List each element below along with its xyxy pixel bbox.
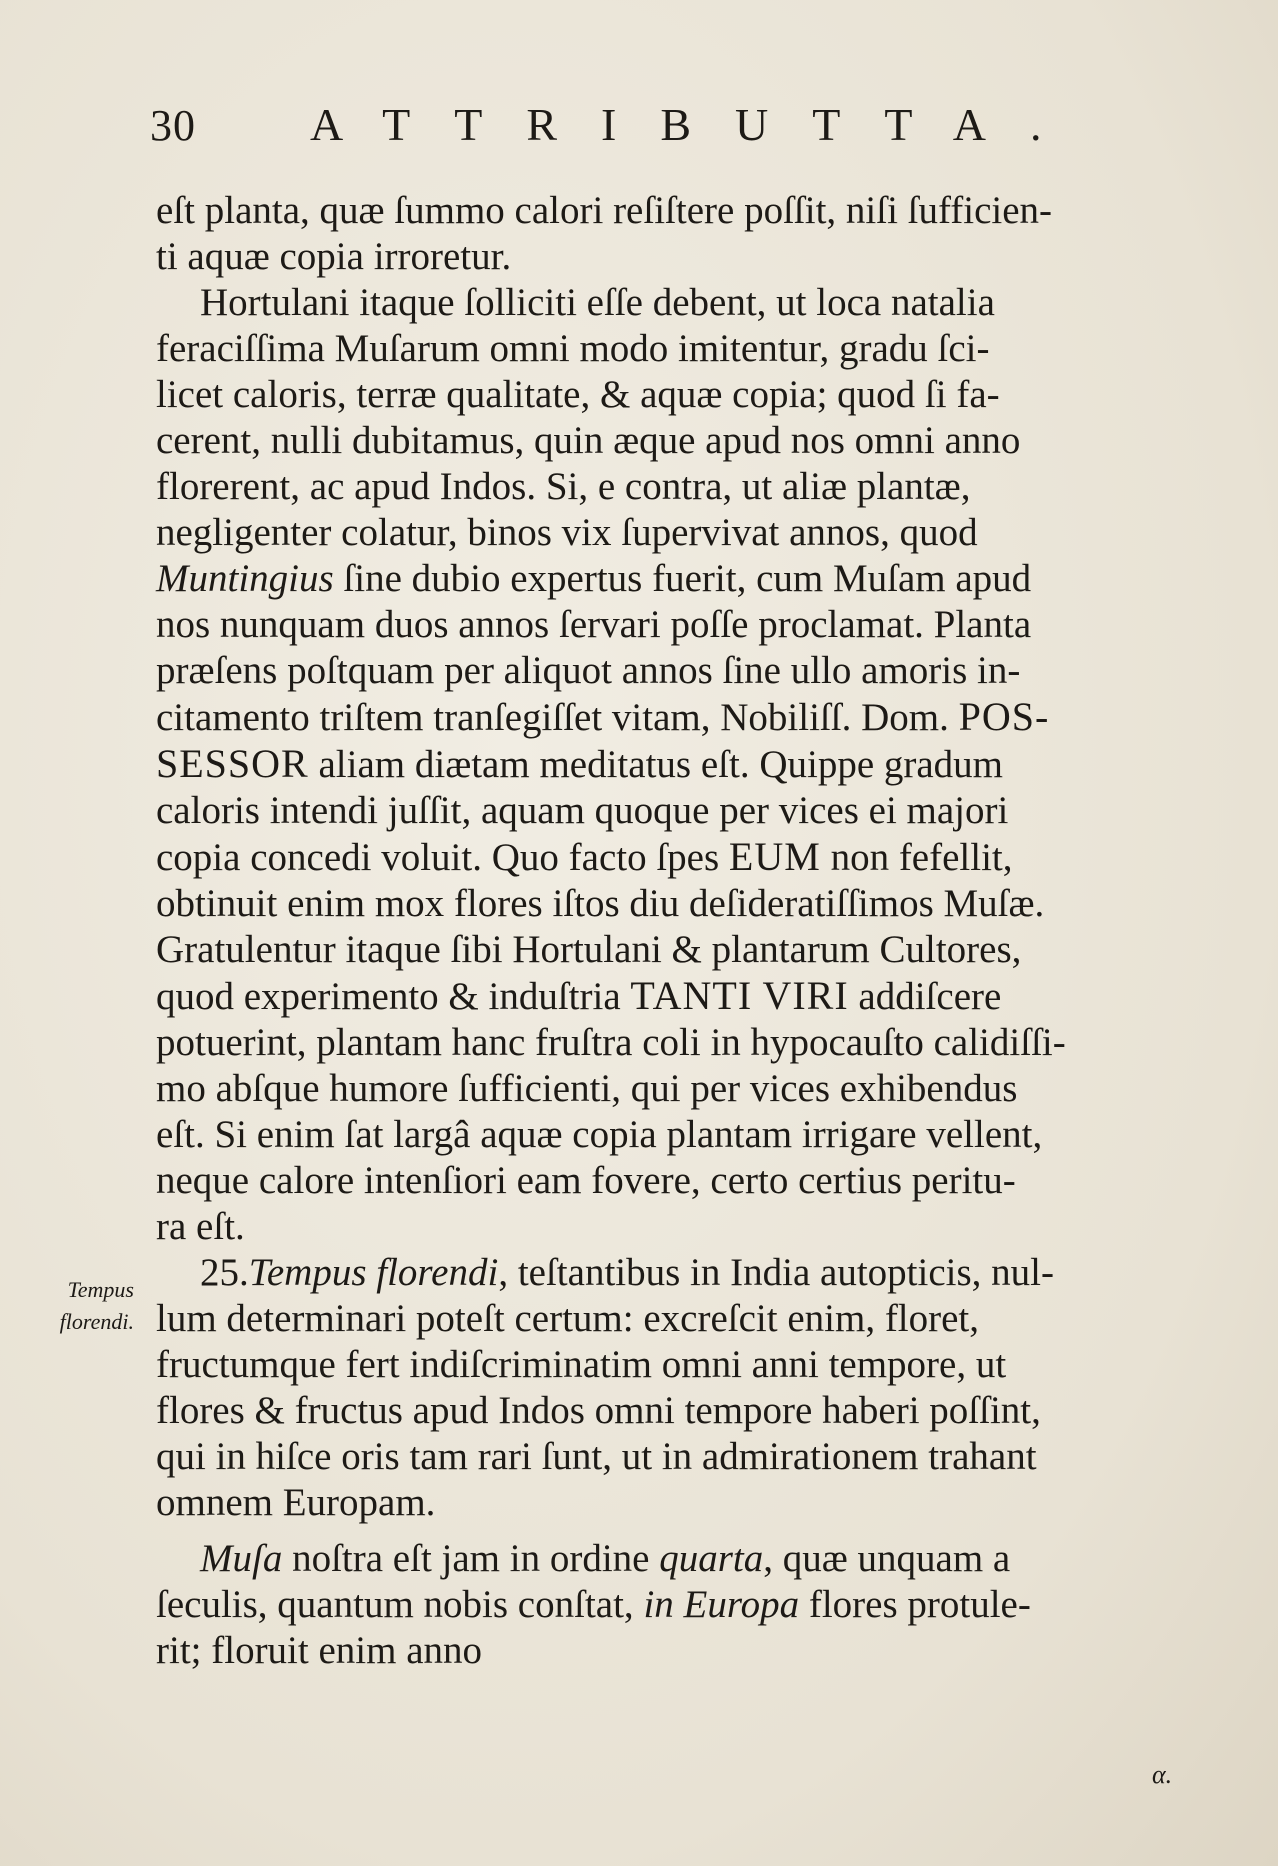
text-fragment: quod experimento & induſtria bbox=[156, 975, 631, 1018]
italic-word: in Europa bbox=[643, 1583, 800, 1626]
text-line bbox=[156, 1250, 1196, 1296]
italic-word: Muſa bbox=[200, 1537, 283, 1580]
section-number: 25. bbox=[200, 1251, 249, 1294]
text-line: neque calore intenſiori eam fovere, certo certius peritu- bbox=[156, 1159, 1016, 1202]
text-fragment: copia concedi voluit. Quo facto ſpes bbox=[156, 836, 729, 879]
text-line: qui in hiſce oris tam rari ſunt, ut in admirationem trahant bbox=[156, 1435, 1037, 1478]
text-line bbox=[156, 973, 1196, 1020]
text-line: licet caloris, terræ qualitate, & aquæ copia; quod ſi fa- bbox=[156, 373, 1000, 416]
margin-note-line: florendi. bbox=[59, 1309, 134, 1334]
text-line bbox=[156, 1582, 1196, 1628]
text-line: flores & fructus apud Indos omni tempore haberi poſſint, bbox=[156, 1389, 1041, 1432]
text-line bbox=[156, 556, 1196, 602]
text-line: nos nunquam duos annos ſervari poſſe proclamat. Planta bbox=[156, 603, 1032, 646]
text-fragment: citamento triſtem tranſegiſſet vitam, Nobiliſſ. Dom. bbox=[156, 696, 959, 739]
text-line bbox=[156, 741, 1196, 788]
text-line: Hortulani itaque ſolliciti eſſe debent, ut loca natalia bbox=[200, 281, 995, 324]
person-name: Muntingius bbox=[156, 557, 334, 600]
small-caps-name: TANTI VIRI bbox=[630, 973, 849, 1018]
page-number: 30 bbox=[150, 101, 196, 150]
italic-word: quarta bbox=[659, 1537, 764, 1580]
text-line bbox=[156, 834, 1196, 881]
text-line: lum determinari poteſt certum: excreſcit enim, floret, bbox=[156, 1297, 980, 1340]
text-fragment: non fefellit, bbox=[820, 836, 1013, 879]
text-line: eſt planta, quæ ſummo calori reſiſtere poſſit, niſi ſufficien- bbox=[156, 189, 1053, 232]
text-line: eſt. Si enim ſat largâ aquæ copia plantam irrigare vellent, bbox=[156, 1113, 1043, 1156]
text-line: negligenter colatur, binos vix ſupervivat annos, quod bbox=[156, 511, 978, 554]
small-caps-name: SESSOR bbox=[156, 741, 309, 786]
text-line: cerent, nulli dubitamus, quin æque apud nos omni anno bbox=[156, 419, 1021, 462]
text-line: potuerint, plantam hanc fruſtra coli in hypocauſto calidiſſi- bbox=[156, 1021, 1066, 1064]
text-fragment: aliam diætam meditatus eſt. Quippe gradum bbox=[308, 743, 1004, 786]
running-title: ATTRIBUTTA. bbox=[310, 99, 1086, 150]
small-caps-name: EUM bbox=[728, 834, 821, 879]
section-title: Tempus florendi bbox=[248, 1251, 499, 1294]
text-fragment: , teſtantibus in India autopticis, nul- bbox=[498, 1251, 1054, 1294]
text-fragment: noſtra eſt jam in ordine bbox=[282, 1537, 660, 1580]
text-line: caloris intendi juſſit, aquam quoque per vices ei majori bbox=[156, 789, 1009, 832]
text-line: Gratulentur itaque ſibi Hortulani & plantarum Cultores, bbox=[156, 928, 1022, 971]
text-fragment: flores protule- bbox=[799, 1583, 1031, 1626]
text-fragment: addiſcere bbox=[848, 975, 1002, 1018]
text-line bbox=[156, 694, 1196, 741]
text-line: feraciſſima Muſarum omni modo imitentur, gradu ſci- bbox=[156, 327, 990, 370]
text-fragment: ſeculis, quantum nobis conſtat, bbox=[156, 1583, 644, 1626]
margin-note-line: Tempus bbox=[67, 1277, 134, 1302]
text-line: rit; floruit enim anno bbox=[156, 1629, 483, 1672]
text-line: ti aquæ copia irroretur. bbox=[156, 235, 512, 278]
text-fragment: ſine dubio expertus fuerit, cum Muſam apud bbox=[333, 557, 1032, 600]
small-caps-name: POS- bbox=[958, 694, 1050, 739]
text-line: præſens poſtquam per aliquot annos ſine ullo amoris in- bbox=[156, 649, 1021, 692]
text-line: ra eſt. bbox=[156, 1205, 245, 1248]
signature-mark: α. bbox=[1152, 1760, 1173, 1789]
text-line bbox=[156, 1536, 1196, 1582]
text-line: omnem Europam. bbox=[156, 1481, 436, 1524]
body-text bbox=[156, 188, 1196, 1674]
paragraph-gap bbox=[156, 1526, 1196, 1536]
text-line: obtinuit enim mox flores iſtos diu deſideratiſſimos Muſæ. bbox=[156, 882, 1045, 925]
text-line: fructumque fert indiſcriminatim omni anni tempore, ut bbox=[156, 1343, 1007, 1386]
text-fragment: , quæ unquam a bbox=[763, 1537, 1011, 1580]
text-line: florerent, ac apud Indos. Si, e contra, ut aliæ plantæ, bbox=[156, 465, 971, 508]
margin-note bbox=[14, 1274, 134, 1338]
text-line: mo abſque humore ſufficienti, qui per vices exhibendus bbox=[156, 1067, 1018, 1110]
